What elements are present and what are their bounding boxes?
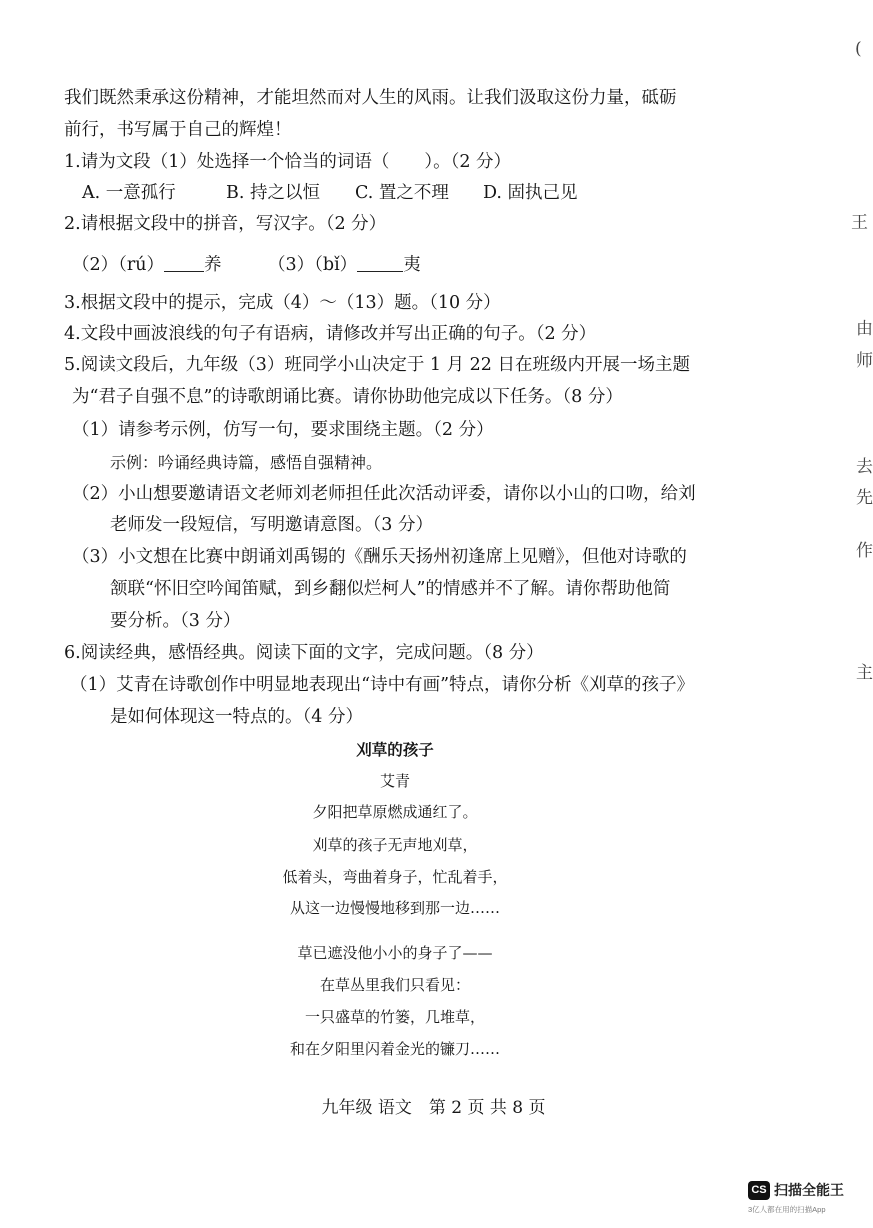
edge-glyph: 由 bbox=[856, 319, 873, 339]
poem-line: 低着头，弯曲着身子，忙乱着手， bbox=[282, 868, 508, 886]
poem-line: 在草丛里我们只看见： bbox=[319, 976, 470, 994]
poem-line: 夕阳把草原燃成通红了。 bbox=[312, 803, 478, 821]
poem-line: 一只盛草的竹篓，几堆草， bbox=[304, 1008, 485, 1026]
question-2-stem: 2.请根据文段中的拼音，写汉字。（2 分） bbox=[64, 214, 387, 234]
question-6-sub-1-line-1: （1）艾青在诗歌创作中明显地表现出“诗中有画”特点，请你分析《刈草的孩子》 bbox=[70, 675, 695, 695]
question-1-option-c: C. 置之不理 bbox=[355, 183, 449, 203]
question-5-stem-line-2: 为“君子自强不息”的诗歌朗诵比赛。请你协助他完成以下任务。（8 分） bbox=[72, 387, 623, 407]
question-5-sub-3-line-2: 颔联“怀旧空吟闻笛赋，到乡翻似烂柯人”的情感并不了解。请你帮助他简 bbox=[110, 579, 671, 599]
poem-title: 刈草的孩子 bbox=[356, 740, 434, 759]
edge-glyph: 王 bbox=[851, 213, 868, 233]
question-5-sub-3-line-3: 要分析。（3 分） bbox=[110, 611, 241, 631]
pinyin-prompt: （3）（bǐ） bbox=[268, 255, 358, 275]
answer-blank bbox=[164, 253, 204, 272]
poem-line: 草已遮没他小小的身子了—— bbox=[297, 944, 493, 962]
poem-line: 和在夕阳里闪着金光的镰刀…… bbox=[289, 1040, 500, 1058]
watermark-name: 扫描全能王 bbox=[774, 1182, 844, 1198]
question-5-stem-line-1: 5.阅读文段后，九年级（3）班同学小山决定于 1 月 22 日在班级内开展一场主题 bbox=[64, 355, 690, 375]
question-5-sub-3-line-1: （3）小文想在比赛中朗诵刘禹锡的《酬乐天扬州初逢席上见赠》，但他对诗歌的 bbox=[72, 547, 687, 567]
pinyin-suffix: 养 bbox=[204, 255, 222, 275]
edge-glyph: 主 bbox=[856, 663, 873, 683]
question-5-sub-2-line-1: （2）小山想要邀请语文老师刘老师担任此次活动评委，请你以小山的口吻，给刘 bbox=[72, 484, 696, 504]
pinyin-suffix: 夷 bbox=[403, 255, 421, 275]
intro-line-2: 前行，书写属于自己的辉煌！ bbox=[64, 120, 292, 140]
watermark-tagline: 3亿人都在用的扫描App bbox=[748, 1205, 826, 1214]
intro-line-1: 我们既然秉承这份精神，才能坦然而对人生的风雨。让我们汲取这份力量，砥砺 bbox=[64, 88, 677, 108]
question-1-option-d: D. 固执己见 bbox=[483, 183, 578, 203]
question-6-sub-1-line-2: 是如何体现这一特点的。（4 分） bbox=[110, 707, 363, 727]
question-1-option-a: A. 一意孤行 bbox=[82, 183, 176, 203]
edge-glyph: 师 bbox=[856, 351, 873, 371]
question-1-stem: 1.请为文段（1）处选择一个恰当的词语（ ）。（2 分） bbox=[64, 152, 512, 172]
pinyin-prompt: （2）（rú） bbox=[72, 255, 165, 275]
page-footer: 九年级 语文 第 2 页 共 8 页 bbox=[321, 1098, 546, 1118]
question-2-item-2 bbox=[268, 253, 421, 277]
edge-glyph: ( bbox=[855, 39, 862, 59]
edge-glyph: 作 bbox=[856, 541, 873, 561]
answer-blank bbox=[357, 253, 403, 272]
poem-line: 从这一边慢慢地移到那一边…… bbox=[289, 899, 500, 917]
question-2-item-1 bbox=[72, 253, 222, 277]
poem-line: 刈草的孩子无声地刈草， bbox=[312, 836, 478, 854]
camscanner-logo-icon: CS bbox=[748, 1181, 770, 1200]
poem-author: 艾青 bbox=[379, 772, 410, 790]
question-3-stem: 3.根据文段中的提示，完成（4）～（13）题。（10 分） bbox=[64, 293, 501, 313]
edge-glyph: 去 bbox=[856, 457, 873, 477]
question-5-sub-1: （1）请参考示例，仿写一句，要求围绕主题。（2 分） bbox=[72, 420, 494, 440]
question-5-example: 示例：吟诵经典诗篇，感悟自强精神。 bbox=[110, 453, 383, 472]
question-6-stem: 6.阅读经典，感悟经典。阅读下面的文字，完成问题。（8 分） bbox=[64, 643, 544, 663]
question-4-stem: 4.文段中画波浪线的句子有语病，请修改并写出正确的句子。（2 分） bbox=[64, 324, 597, 344]
question-1-option-b: B. 持之以恒 bbox=[226, 183, 320, 203]
question-5-sub-2-line-2: 老师发一段短信，写明邀请意图。（3 分） bbox=[110, 515, 433, 535]
scanner-watermark bbox=[748, 1178, 864, 1224]
edge-glyph: 先 bbox=[856, 488, 873, 508]
